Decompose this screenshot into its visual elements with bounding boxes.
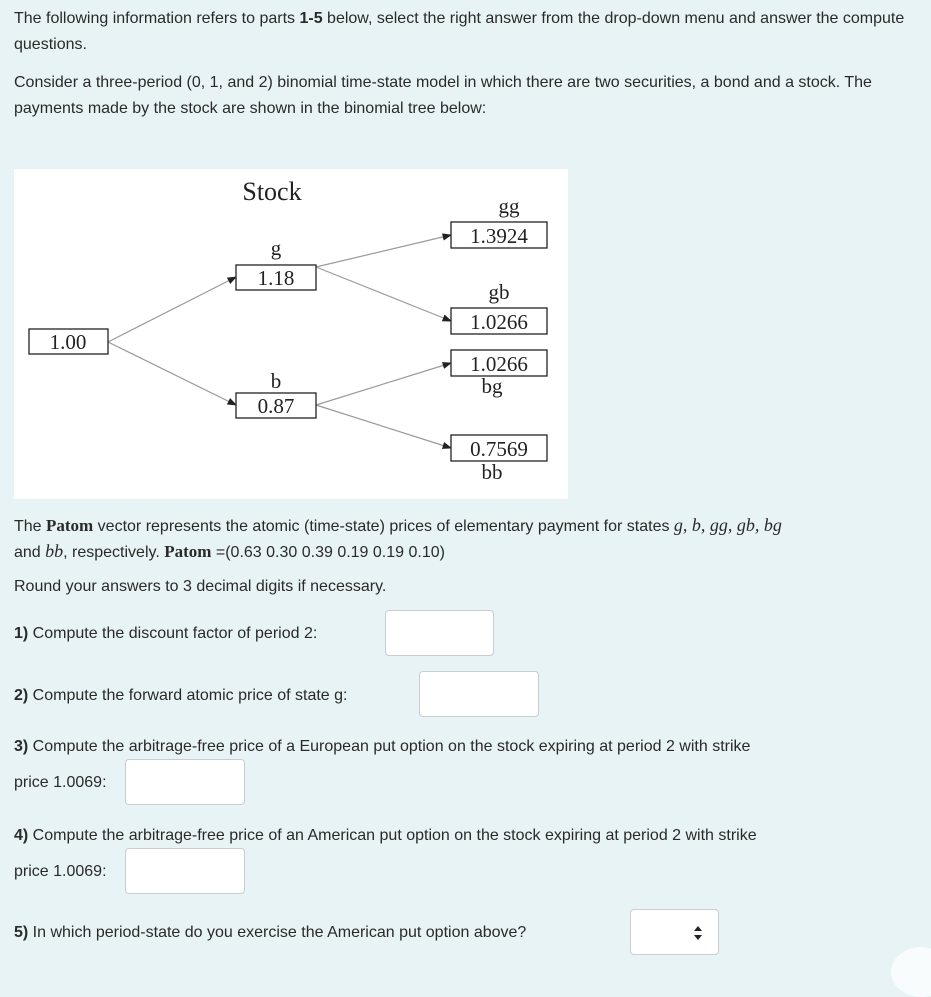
intro-text: The following information refers to parts 1-5 below, select the right answer from the drop-down menu and answer the compute questions. [14,10,905,53]
patom-symbol: Patom [46,516,94,535]
exercise-state-select[interactable] [630,909,719,955]
question-4: 4) Compute the arbitrage-free price of an American put option on the stock expiring at period 2 with strike [14,827,757,844]
tree-title: Stock [242,177,302,206]
node-gb-value: 1.0266 [470,310,528,334]
answer-input-2[interactable] [419,671,539,717]
node-bg-label: bg [481,374,503,398]
node-bg-value: 1.0266 [470,352,528,376]
binomial-tree-figure [14,169,568,499]
node-gb-label: gb [488,280,510,304]
answer-input-4[interactable] [125,848,245,894]
node-bb-label: bb [481,460,503,484]
node-gg-value: 1.3924 [470,224,528,248]
corner-decoration [891,947,931,997]
rounding-note: Round your answers to 3 decimal digits if necessary. [14,578,387,595]
answer-input-3[interactable] [125,759,245,805]
patom-description: The Patom vector represents the atomic (time-state) prices of elementary payment for states g, b, gg, gb, bg [14,515,782,535]
question-4-strike: price 1.0069: [14,863,107,880]
answer-input-1[interactable] [385,610,494,656]
edge-b-bg [316,363,451,405]
question-3: 3) Compute the arbitrage-free price of a European put option on the stock expiring at period 2 with strike [14,738,751,755]
root-value: 1.00 [49,330,87,354]
question-2: 2) Compute the forward atomic price of state g: [14,687,348,704]
patom-values: and bb, respectively. Patom =(0.63 0.30 0.39 0.19 0.19 0.10) [14,541,445,561]
question-1: 1) Compute the discount factor of period 2: [14,625,318,642]
model-description: Consider a three-period (0, 1, and 2) binomial time-state model in which there are two securities, a bond and a stock. The payments made by the stock are shown in the binomial tree below: [14,74,872,117]
node-g-value: 1.18 [257,266,295,290]
state-list: g, b, gg, gb, bg [673,515,782,535]
node-bb-value: 0.7569 [470,437,528,461]
question-3-strike: price 1.0069: [14,774,107,791]
edge-g-gg [316,235,451,267]
edge-g-gb [316,267,451,321]
node-b-label: b [270,369,282,393]
question-5: 5) In which period-state do you exercise the American put option above? [14,924,527,941]
select-arrows-icon [694,924,702,942]
parts-range: 1-5 [299,10,323,27]
edge-b-bb [316,405,451,448]
state-bb: bb [45,541,64,561]
binomial-tree-svg [14,169,568,499]
node-g-label: g [270,236,282,260]
node-gg-label: gg [498,194,520,218]
edge-root-b [108,342,236,405]
edge-root-g [108,277,236,342]
node-b-value: 0.87 [257,394,295,418]
patom-symbol-2: Patom [164,542,212,561]
